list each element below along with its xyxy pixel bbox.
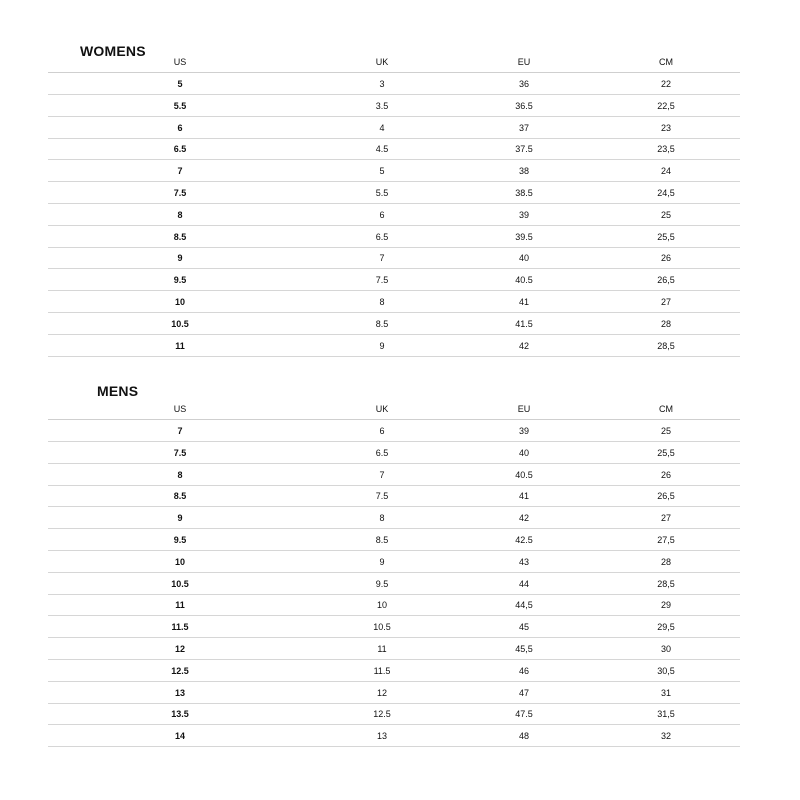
womens-cell-eu: 38.5 (515, 188, 533, 198)
mens-cell-cm: 26,5 (657, 491, 675, 502)
mens-cell-us: 7.5 (173, 447, 187, 458)
womens-size-row (48, 291, 740, 313)
womens-cell-cm: 22 (660, 79, 671, 89)
womens-cell-eu: 41 (518, 297, 529, 307)
womens-cell-cm: 28 (660, 318, 671, 329)
womens-cell-eu: 40.5 (515, 275, 533, 286)
womens-size-row (48, 313, 740, 335)
womens-cell-uk: 7 (379, 253, 385, 264)
womens-cell-cm: 24 (660, 166, 671, 177)
womens-cell-cm: 22,5 (657, 100, 675, 111)
mens-cell-uk: 9.5 (375, 578, 389, 589)
mens-cell-uk: 11 (377, 644, 387, 654)
mens-cell-uk: 12.5 (373, 709, 391, 720)
mens-header-us: US (173, 404, 187, 414)
mens-cell-eu: 42.5 (515, 535, 533, 545)
mens-cell-eu: 46 (518, 665, 529, 676)
mens-cell-us: 12 (174, 644, 185, 654)
womens-cell-uk: 3.5 (375, 100, 389, 111)
womens-cell-eu: 41.5 (515, 318, 533, 329)
womens-cell-us: 8.5 (173, 231, 187, 242)
mens-cell-us: 13 (174, 687, 185, 698)
mens-size-row (48, 464, 740, 486)
womens-cell-cm: 23 (660, 122, 671, 133)
womens-cell-eu: 36.5 (515, 100, 533, 111)
mens-section-title: MENS (97, 383, 139, 399)
mens-cell-cm: 30 (660, 644, 671, 654)
mens-cell-eu: 40 (518, 447, 529, 458)
womens-cell-cm: 25,5 (657, 231, 675, 242)
mens-cell-cm: 31,5 (657, 709, 675, 720)
mens-cell-us: 8 (177, 469, 183, 480)
mens-cell-us: 10.5 (171, 578, 189, 589)
mens-cell-uk: 6.5 (375, 447, 389, 458)
mens-size-row (48, 638, 740, 660)
mens-cell-cm: 31 (660, 687, 671, 698)
mens-size-row (48, 660, 740, 682)
mens-cell-us: 8.5 (173, 491, 187, 502)
womens-cell-us: 5 (177, 79, 183, 89)
womens-size-row (48, 226, 740, 248)
mens-cell-us: 13.5 (171, 709, 189, 720)
mens-cell-uk: 7 (379, 469, 385, 480)
womens-size-row (48, 117, 740, 139)
womens-cell-cm: 23,5 (657, 144, 675, 155)
mens-header-cm: CM (659, 404, 673, 414)
mens-size-row (48, 616, 740, 638)
mens-cell-eu: 43 (518, 556, 529, 567)
womens-cell-eu: 37 (518, 122, 529, 133)
mens-cell-uk: 6 (379, 426, 385, 436)
mens-cell-cm: 30,5 (657, 665, 675, 676)
womens-cell-us: 11 (175, 340, 185, 351)
womens-cell-cm: 25 (660, 209, 671, 220)
womens-size-row (48, 269, 740, 291)
mens-size-row (48, 420, 740, 442)
womens-cell-cm: 24,5 (657, 188, 675, 198)
mens-cell-uk: 10.5 (373, 622, 391, 633)
womens-cell-uk: 6 (379, 209, 385, 220)
mens-cell-eu: 41 (518, 491, 529, 502)
womens-cell-us: 7.5 (173, 188, 187, 198)
mens-cell-uk: 10 (376, 600, 387, 611)
mens-cell-eu: 44 (518, 578, 529, 589)
mens-cell-eu: 45,5 (515, 644, 533, 654)
womens-cell-uk: 7.5 (375, 275, 389, 286)
mens-header-uk: UK (375, 404, 389, 414)
womens-cell-uk: 9 (379, 340, 385, 351)
mens-size-row (48, 551, 740, 573)
mens-cell-uk: 13 (376, 731, 387, 742)
mens-size-row (48, 703, 740, 725)
mens-cell-us: 12.5 (171, 665, 189, 676)
womens-cell-eu: 36 (518, 79, 529, 89)
womens-cell-eu: 40 (518, 253, 529, 264)
womens-section-title: WOMENS (80, 43, 146, 59)
womens-size-row (48, 73, 740, 95)
mens-cell-uk: 8.5 (375, 535, 389, 545)
womens-size-row (48, 160, 740, 182)
mens-size-row (48, 485, 740, 507)
mens-size-row (48, 507, 740, 529)
mens-cell-uk: 11.5 (373, 665, 391, 676)
mens-cell-cm: 25,5 (657, 447, 675, 458)
womens-size-row (48, 95, 740, 117)
mens-cell-us: 9.5 (173, 535, 187, 545)
womens-cell-cm: 28,5 (657, 340, 675, 351)
mens-cell-uk: 8 (379, 513, 385, 524)
womens-header-us: US (173, 57, 187, 67)
mens-size-row (48, 529, 740, 551)
womens-cell-uk: 4.5 (375, 144, 389, 155)
mens-cell-cm: 27 (660, 513, 671, 524)
womens-cell-cm: 27 (660, 297, 671, 307)
womens-size-row (48, 247, 740, 269)
mens-cell-eu: 45 (518, 622, 529, 633)
mens-cell-eu: 40.5 (515, 469, 533, 480)
mens-cell-cm: 25 (660, 426, 671, 436)
mens-size-row (48, 594, 740, 616)
mens-size-row (48, 442, 740, 464)
mens-cell-cm: 28 (660, 556, 671, 567)
womens-header-cm: CM (659, 57, 673, 67)
womens-cell-uk: 8.5 (375, 318, 389, 329)
womens-cell-eu: 42 (518, 340, 529, 351)
mens-cell-us: 9 (177, 513, 183, 524)
womens-cell-us: 10 (174, 297, 185, 307)
mens-cell-uk: 12 (376, 687, 387, 698)
mens-cell-cm: 29 (660, 600, 671, 611)
womens-cell-us: 9.5 (173, 275, 187, 286)
mens-header-eu: EU (517, 404, 531, 414)
mens-cell-cm: 29,5 (657, 622, 675, 633)
mens-cell-us: 14 (174, 731, 185, 742)
mens-cell-eu: 47 (518, 687, 529, 698)
mens-cell-cm: 27,5 (657, 535, 675, 545)
mens-cell-cm: 32 (660, 731, 671, 742)
womens-cell-uk: 5.5 (375, 188, 389, 198)
mens-cell-cm: 26 (660, 469, 671, 480)
womens-header-eu: EU (517, 57, 531, 67)
mens-cell-us: 10 (174, 556, 185, 567)
mens-cell-uk: 7.5 (375, 491, 389, 502)
womens-cell-uk: 6.5 (375, 231, 389, 242)
womens-header-row (48, 51, 740, 73)
womens-size-row (48, 204, 740, 226)
mens-cell-us: 11.5 (171, 622, 189, 633)
womens-size-row (48, 182, 740, 204)
womens-size-row (48, 138, 740, 160)
womens-cell-eu: 38 (518, 166, 529, 177)
mens-cell-eu: 42 (518, 513, 529, 524)
mens-cell-eu: 48 (518, 731, 529, 742)
mens-cell-us: 7 (177, 426, 183, 436)
womens-cell-uk: 3 (379, 79, 385, 89)
womens-cell-cm: 26 (660, 253, 671, 264)
womens-cell-us: 5.5 (173, 100, 187, 111)
mens-cell-cm: 28,5 (657, 578, 675, 589)
womens-cell-uk: 5 (379, 166, 385, 177)
mens-cell-eu: 44,5 (515, 600, 533, 611)
mens-header-row (48, 398, 740, 420)
womens-cell-us: 7 (177, 166, 183, 177)
mens-cell-us: 11 (175, 600, 185, 611)
mens-cell-eu: 39 (518, 426, 529, 436)
mens-size-row (48, 573, 740, 595)
womens-cell-us: 9 (177, 253, 183, 264)
womens-cell-eu: 39.5 (515, 231, 533, 242)
mens-size-row (48, 682, 740, 704)
womens-cell-eu: 37.5 (515, 144, 533, 155)
womens-cell-us: 10.5 (171, 318, 189, 329)
womens-cell-us: 6.5 (173, 144, 187, 155)
womens-cell-eu: 39 (518, 209, 529, 220)
womens-header-uk: UK (375, 57, 389, 67)
womens-cell-uk: 4 (379, 122, 385, 133)
womens-cell-us: 8 (177, 209, 183, 220)
womens-cell-uk: 8 (379, 297, 385, 307)
womens-cell-us: 6 (177, 122, 183, 133)
womens-size-row (48, 335, 740, 357)
mens-size-row (48, 725, 740, 747)
womens-cell-cm: 26,5 (657, 275, 675, 286)
mens-cell-uk: 9 (379, 556, 385, 567)
mens-cell-eu: 47.5 (515, 709, 533, 720)
